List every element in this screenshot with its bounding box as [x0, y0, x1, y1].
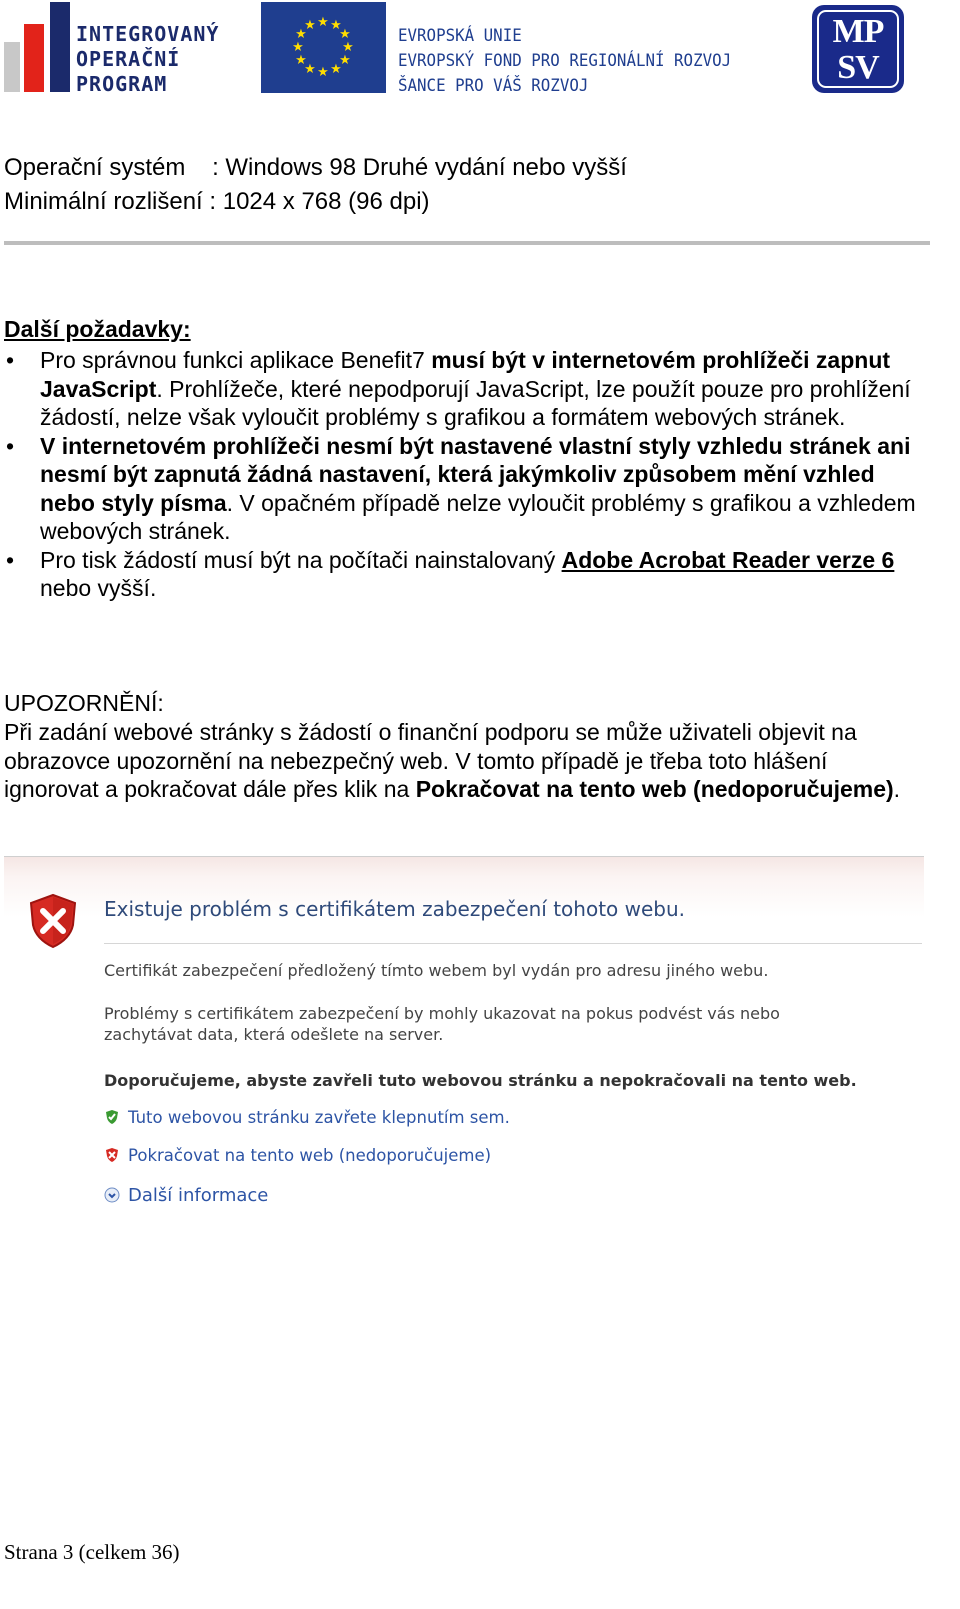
svg-text:★: ★ — [295, 27, 307, 42]
divider — [104, 943, 922, 944]
mpsv-logo-line: MP — [832, 13, 884, 50]
security-shield-error-icon — [28, 893, 78, 949]
svg-text:★: ★ — [330, 18, 342, 33]
svg-text:★: ★ — [317, 65, 329, 80]
continue-to-site-link[interactable]: Pokračovat na tento web (nedoporučujeme) — [104, 1146, 491, 1165]
adobe-reader-link[interactable]: Adobe Acrobat Reader verze 6 — [561, 546, 895, 573]
iop-logo-text: INTEGROVANÝ OPERAČNÍ PROGRAM — [76, 22, 220, 96]
eu-flag-logo — [261, 2, 386, 93]
red-shield-x-icon — [104, 1147, 120, 1163]
warning-text: Při zadání webové stránky s žádostí o finanční podporu se může uživateli objevit na obrazovce upozornění na nebezpečný web. V tomto případě je třeba toto hlášení ignorovat a pokračovat dále přes klik na Pokračovat na tento web (nedoporučujeme). — [4, 719, 901, 802]
svg-text:★: ★ — [342, 40, 354, 55]
certificate-error-title: Existuje problém s certifikátem zabezpečení tohoto webu. — [104, 897, 686, 921]
certificate-error-screenshot — [4, 856, 924, 1217]
list-item: • V internetovém prohlížeči nesmí být nastavené vlastní styly vzhledu stránek ani nesmí být zapnutá žádná nastavení, která jakýmkoliv způsobem mění vzhled nebo styly písma. V opačném případě nelze vyloučit problémy s grafikou a vzhledem webových stránek. — [6, 432, 916, 544]
os-requirement: Operační systém : Windows 98 Druhé vydání nebo vyšší — [4, 154, 627, 181]
iop-logo-mark — [4, 2, 70, 92]
close-page-link[interactable]: Tuto webovou stránku zavřete klepnutím sem. — [104, 1108, 510, 1127]
mpsv-logo — [812, 5, 904, 93]
svg-text:★: ★ — [339, 27, 351, 42]
bullet-icon: • — [6, 432, 15, 459]
list-item: • Pro správnou funkci aplikace Benefit7 musí být v internetovém prohlížeči zapnut JavaScript. Prohlížeče, které nepodporují JavaScript, lze použít pouze pro prohlížení žádostí, nelze však vyloučit problémy s grafikou a formátem webových stránek. — [6, 347, 911, 430]
warning-title: UPOZORNĚNÍ: — [4, 690, 164, 716]
eu-logo-text: EVROPSKÁ UNIE EVROPSKÝ FOND PRO REGIONÁLNÍ ROZVOJ ŠANCE PRO VÁŠ ROZVOJ — [398, 26, 732, 96]
svg-text:★: ★ — [295, 53, 307, 68]
resolution-requirement: Minimální rozlišení : 1024 x 768 (96 dpi) — [4, 188, 430, 215]
svg-text:★: ★ — [339, 53, 351, 68]
list-item: • Pro tisk žádostí musí být na počítači nainstalovaný Adobe Acrobat Reader verze 6 nebo vyšší. — [6, 546, 895, 601]
svg-text:★: ★ — [330, 62, 342, 77]
certificate-message: zachytávat data, která odešlete na server. — [104, 1025, 444, 1044]
mpsv-logo-line: SV — [837, 49, 879, 86]
requirements-list — [0, 346, 930, 603]
recommendation-text: Doporučujeme, abyste zavřeli tuto webovou stránku a nepokračovali na tento web. — [104, 1071, 857, 1090]
svg-text:★: ★ — [292, 40, 304, 55]
certificate-message: Certifikát zabezpečení předložený tímto webem byl vydán pro adresu jiného webu. — [104, 961, 769, 980]
additional-requirements-title: Další požadavky: — [4, 316, 191, 342]
more-info-link[interactable]: Další informace — [104, 1185, 268, 1206]
chevron-down-icon — [104, 1187, 120, 1203]
svg-text:★: ★ — [317, 15, 329, 30]
svg-text:★: ★ — [304, 62, 316, 77]
page-number: Strana 3 (celkem 36) — [4, 1540, 180, 1564]
bullet-icon: • — [6, 347, 15, 373]
certificate-message: Problémy s certifikátem zabezpečení by mohly ukazovat na pokus podvést vás nebo — [104, 1004, 780, 1023]
bullet-icon: • — [6, 546, 15, 573]
green-shield-check-icon — [104, 1109, 120, 1125]
svg-text:★: ★ — [304, 18, 316, 33]
divider — [4, 241, 930, 245]
